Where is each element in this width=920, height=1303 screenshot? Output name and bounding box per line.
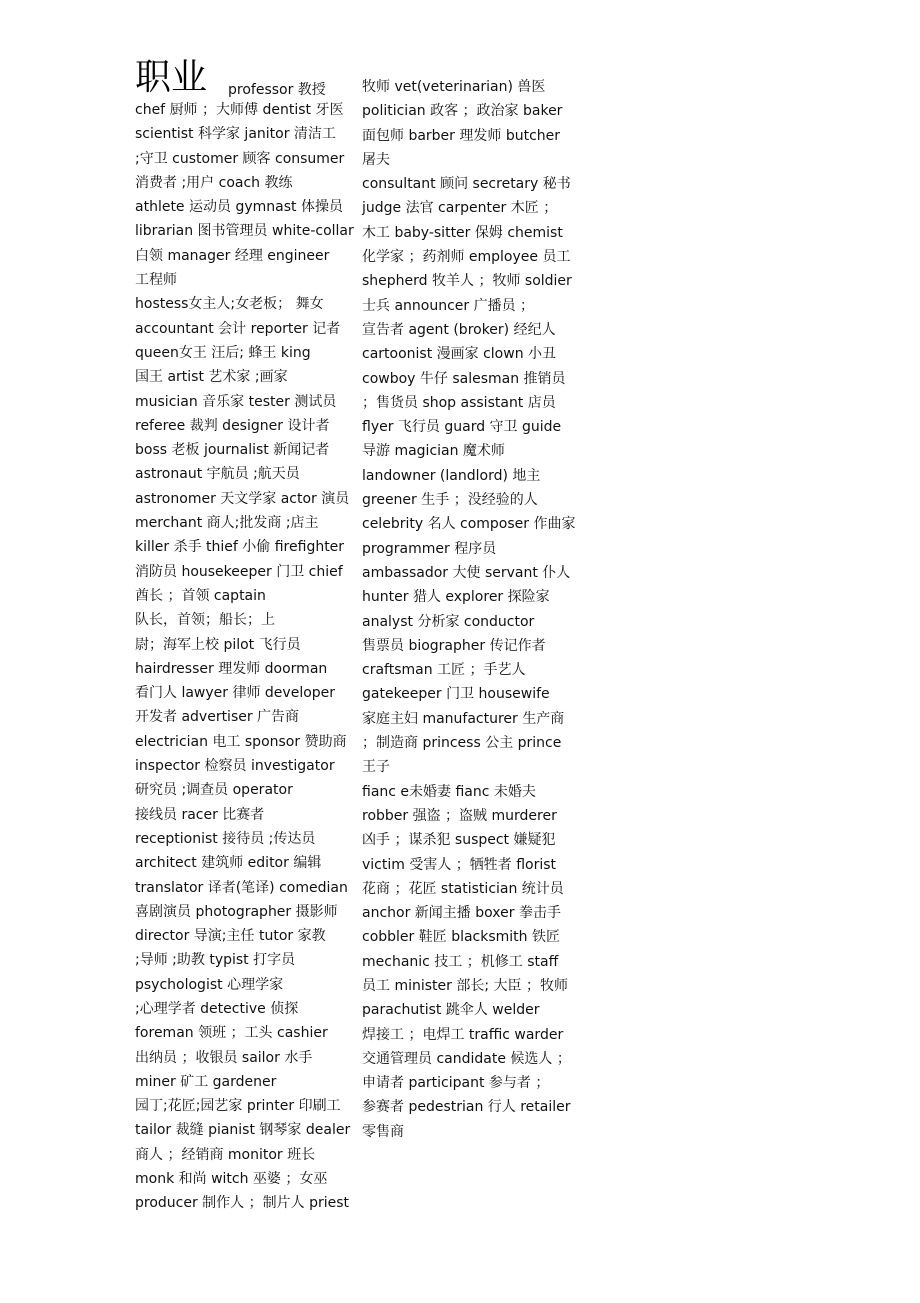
left-line: hairdresser 理发师 doorman: [135, 660, 328, 677]
left-line: 开发者 advertiser 广告商: [135, 709, 300, 726]
left-line: 国王 artist 艺术家 ;画家: [135, 369, 288, 386]
right-line: flyer 飞行员 guard 守卫 guide: [362, 419, 562, 436]
page-title: 职业: [135, 57, 208, 98]
left-line: tailor 裁缝 pianist 钢琴家 dealer: [135, 1122, 351, 1139]
left-line: receptionist 接待员 ;传达员: [135, 830, 316, 847]
right-line: 面包师 barber 理发师 butcher: [362, 127, 561, 144]
right-line: 屠夫: [362, 151, 390, 168]
left-line: accountant 会计 reporter 记者: [135, 320, 341, 337]
left-line: 看门人 lawyer 律师 developer: [135, 685, 336, 702]
left-line: musician 音乐家 tester 测试员: [135, 393, 337, 410]
left-line: killer 杀手 thief 小偷 firefighter: [135, 539, 345, 556]
left-line: ;心理学者 detective 侦探: [135, 1000, 299, 1017]
right-line: anchor 新闻主播 boxer 拳击手: [362, 905, 561, 922]
right-line: 王子: [362, 759, 390, 776]
left-line: ;导师 ;助教 typist 打字员: [135, 952, 296, 969]
right-column: [362, 58, 584, 1144]
right-line: 售票员 biographer 传记作者: [362, 637, 546, 654]
left-line: 尉；海军上校 pilot 飞行员: [135, 636, 301, 653]
right-line: 交通管理员 candidate 候选人 ；: [362, 1050, 571, 1067]
right-line: judge 法官 carpenter 木匠 ；: [362, 200, 558, 217]
right-line: 花商 ；花匠 statistician 统计员: [362, 880, 564, 897]
right-line: analyst 分析家 conductor: [362, 613, 535, 630]
right-line: cartoonist 漫画家 clown 小丑: [362, 346, 557, 363]
left-line: translator 译者(笔译) comedian: [135, 879, 348, 896]
left-line: astronomer 天文学家 actor 演员: [135, 490, 350, 507]
left-line: merchant 商人;批发商 ;店主: [135, 515, 319, 532]
right-line: shepherd 牧羊人 ；牧师 soldier: [362, 273, 572, 290]
left-line: psychologist 心理学家: [135, 976, 284, 993]
right-line: celebrity 名人 composer 作曲家: [362, 516, 576, 533]
left-line: 园丁;花匠;园艺家 printer 印刷工: [135, 1098, 341, 1115]
right-line: programmer 程序员: [362, 540, 497, 557]
right-line: 参赛者 pedestrian 行人 retailer: [362, 1099, 571, 1116]
right-line: landowner (landlord) 地主: [362, 467, 541, 484]
left-line: ;守卫 customer 顾客 consumer: [135, 150, 345, 167]
left-line: monk 和尚 witch 巫婆 ；女巫: [135, 1171, 328, 1188]
left-line: 出纳员 ；收银员 sailor 水手: [135, 1049, 313, 1066]
right-line: victim 受害人 ；牺牲者 florist: [362, 856, 557, 873]
left-line: 酋长 ；首领 captain: [135, 587, 266, 604]
left-line: inspector 检察员 investigator: [135, 758, 335, 775]
left-line: 喜剧演员 photographer 摄影师: [135, 903, 338, 920]
right-line: consultant 顾问 secretary 秘书: [362, 176, 571, 193]
right-line: politician 政客 ；政治家 baker: [362, 103, 563, 120]
left-line: director 导演;主任 tutor 家教: [135, 928, 326, 945]
left-line: architect 建筑师 editor 编辑: [135, 855, 322, 872]
left-line: 工程师: [135, 272, 177, 289]
right-line: craftsman 工匠 ；手艺人: [362, 662, 526, 679]
right-line: gatekeeper 门卫 housewife: [362, 686, 550, 703]
right-line: 宣告者 agent (broker) 经纪人: [362, 321, 556, 338]
left-line: hostess女主人;女老板； 舞女: [135, 296, 324, 313]
left-line: 接线员 racer 比赛者: [135, 806, 265, 823]
left-line: astronaut 宇航员 ;航天员: [135, 466, 300, 483]
right-line: ；制造商 princess 公主 prince: [362, 735, 562, 752]
right-line: 导游 magician 魔术师: [362, 443, 505, 460]
right-line: hunter 猎人 explorer 探险家: [362, 589, 550, 606]
right-line: robber 强盗 ；盗贼 murderer: [362, 807, 557, 824]
left-line: chef 厨师 ；大师傅 dentist 牙医: [135, 102, 344, 118]
title-line: [135, 58, 353, 98]
left-line: 消费者 ;用户 coach 教练: [135, 174, 293, 191]
right-line: cobbler 鞋匠 blacksmith 铁匠: [362, 929, 560, 946]
left-line: producer 制作人 ；制片人 priest: [135, 1195, 350, 1212]
title-trailing-entry: professor 教授: [228, 82, 326, 98]
right-line: 员工 minister 部长; 大臣 ；牧师: [362, 977, 568, 994]
left-line: athlete 运动员 gymnast 体操员: [135, 199, 343, 216]
right-line: 化学家 ；药剂师 employee 员工: [362, 249, 571, 266]
right-line: ；售货员 shop assistant 店员: [362, 394, 556, 411]
left-line: electrician 电工 sponsor 赞助商: [135, 733, 347, 750]
left-line: foreman 领班 ；工头 cashier: [135, 1025, 328, 1042]
right-line: 家庭主妇 manufacturer 生产商: [362, 710, 565, 727]
right-line: greener 生手 ；没经验的人: [362, 492, 538, 509]
left-line: boss 老板 journalist 新闻记者: [135, 442, 330, 459]
right-column-spacer: [362, 58, 584, 75]
right-line: 牧师 vet(veterinarian) 兽医: [362, 79, 546, 95]
left-line: queen女王 汪后; 蜂王 king: [135, 344, 311, 361]
left-line: 商人 ；经销商 monitor 班长: [135, 1146, 316, 1163]
left-column: [135, 58, 353, 1216]
right-line: ambassador 大使 servant 仆人: [362, 564, 571, 581]
right-line: mechanic 技工 ；机修工 staff: [362, 953, 559, 970]
right-line: fianc e未婚妻 fianc 未婚夫: [362, 783, 536, 800]
right-line: parachutist 跳伞人 welder: [362, 1002, 540, 1019]
left-line: 研究员 ;调查员 operator: [135, 782, 293, 799]
left-line: miner 矿工 gardener: [135, 1073, 277, 1090]
right-line: 申请者 participant 参与者 ；: [362, 1075, 550, 1092]
right-line: 零售商: [362, 1123, 404, 1140]
left-line: 白领 manager 经理 engineer: [135, 247, 330, 264]
left-line: 消防员 housekeeper 门卫 chief: [135, 563, 343, 580]
left-line: referee 裁判 designer 设计者: [135, 417, 330, 434]
right-line: 凶手 ；谋杀犯 suspect 嫌疑犯: [362, 832, 556, 849]
right-line: 焊接工 ；电焊工 traffic warder: [362, 1026, 564, 1043]
right-line: cowboy 牛仔 salesman 推销员: [362, 370, 566, 387]
left-line: 队长，首领；船长；上: [135, 612, 275, 629]
right-line: 木工 baby-sitter 保姆 chemist: [362, 224, 563, 241]
left-line: scientist 科学家 janitor 清洁工: [135, 126, 336, 143]
left-line: librarian 图书管理员 white-collar: [135, 223, 354, 240]
right-line: 士兵 announcer 广播员 ；: [362, 297, 535, 314]
